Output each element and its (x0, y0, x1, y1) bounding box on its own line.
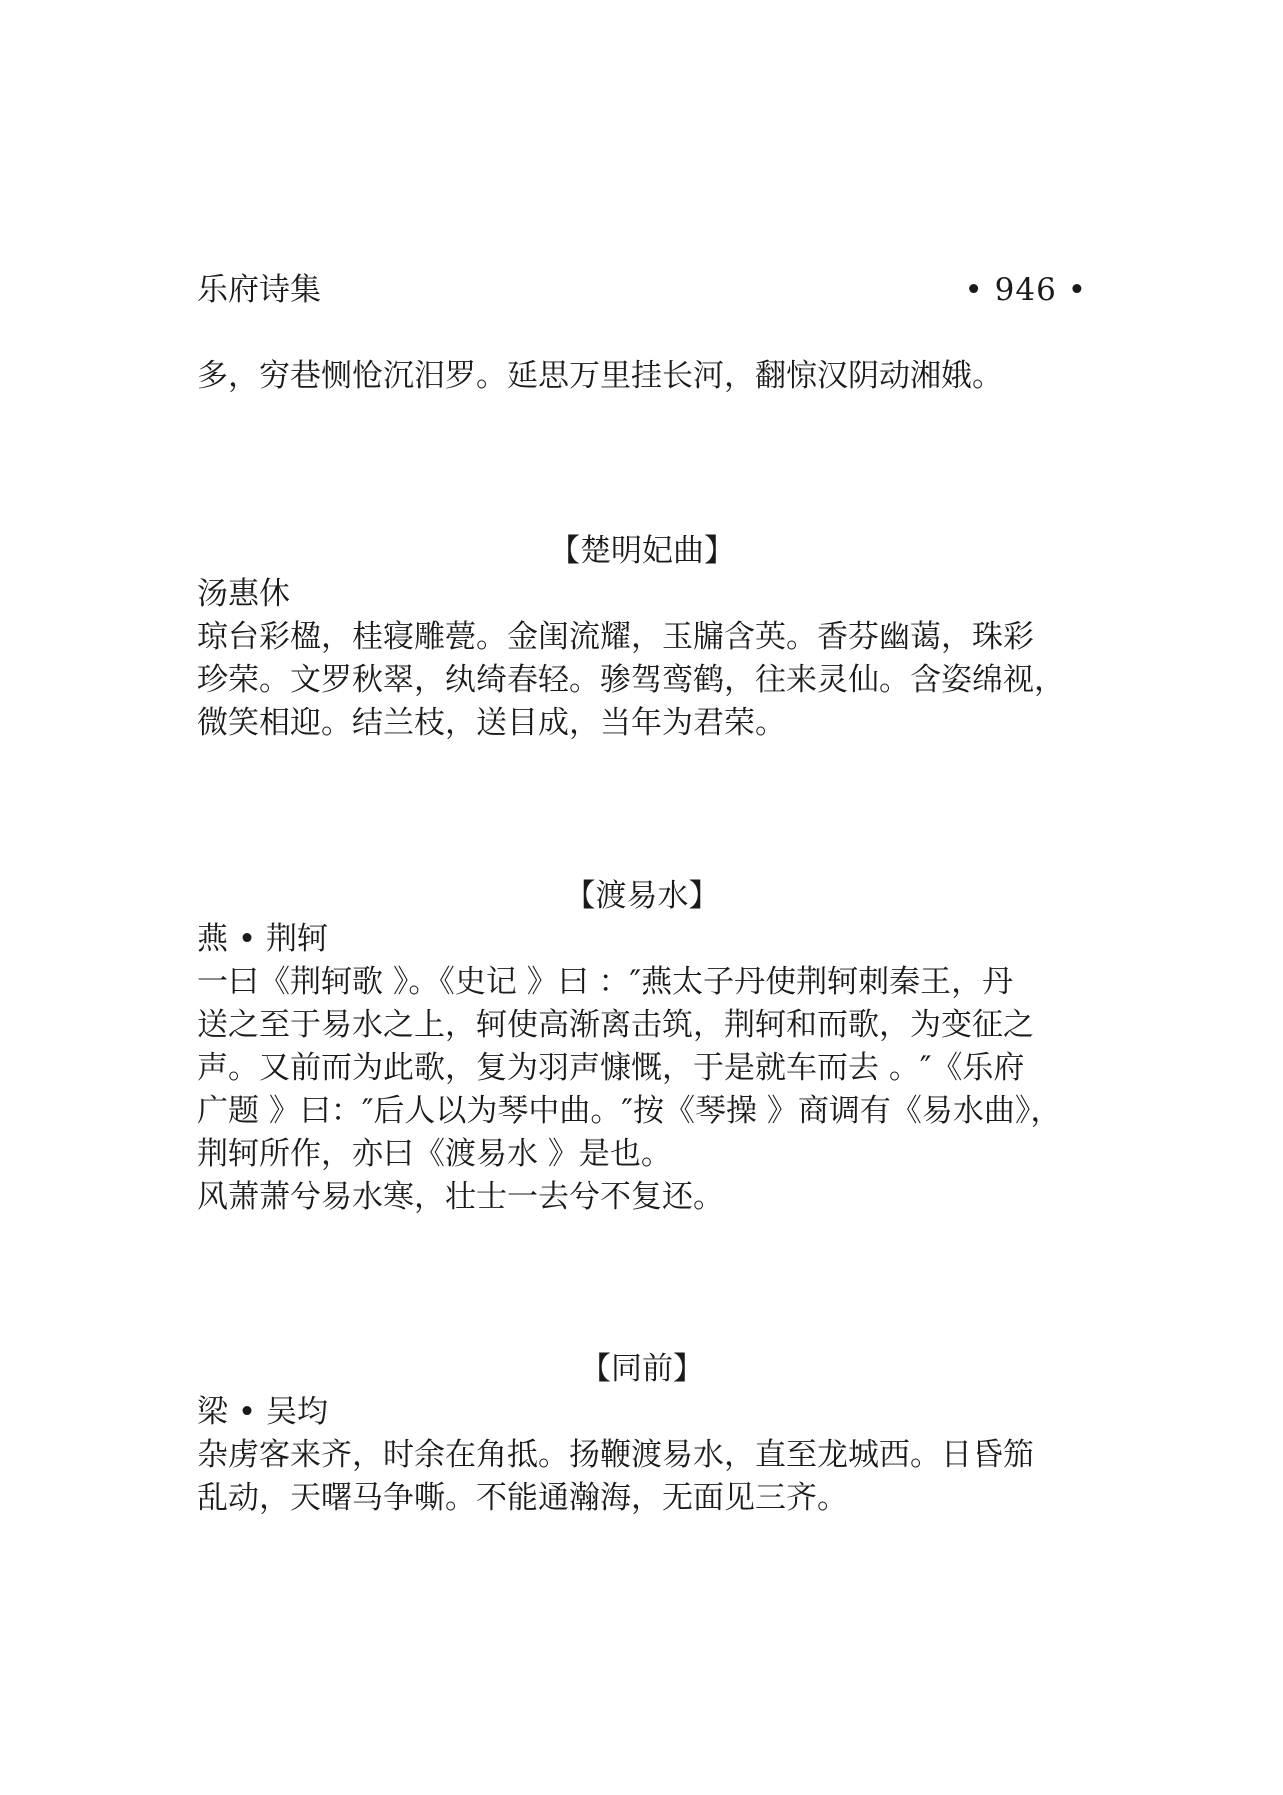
document-page (197, 0, 1087, 1795)
poem-section (197, 530, 1087, 745)
poem-line: 送之至于易水之上，轲使高渐离击筑，荆轲和而歌，为变征之 (197, 1007, 1034, 1043)
book-title: 乐府诗集 (197, 272, 321, 308)
poem-line: 微笑相迎。结兰枝，送目成，当年为君荣。 (197, 705, 786, 741)
poem-line: 琼台彩楹，桂寝雕甍。金闺流耀，玉牖含英。香芬幽蔼，珠彩 (197, 619, 1034, 655)
poem-title: 【同前】 (580, 1351, 704, 1387)
poem-author: 燕 • 荆轲 (197, 921, 328, 957)
running-header (197, 270, 1087, 310)
poem-title: 【楚明妃曲】 (549, 533, 735, 569)
poem-line: 声。又前而为此歌，复为羽声慷慨，于是就车而去 。″《乐府 (197, 1050, 1025, 1086)
poem-author: 汤惠休 (197, 576, 290, 612)
poem-line: 杂虏客来齐，时余在角抵。扬鞭渡易水，直至龙城西。日昏笳 (197, 1437, 1034, 1473)
poem-line: 乱动，天曙马争嘶。不能通瀚海，无面见三齐。 (197, 1480, 848, 1516)
poem-section (197, 875, 1087, 1219)
poem-line: 荆轲所作，亦曰《渡易水 》是也。 (197, 1136, 672, 1172)
poem-author: 梁 • 吴均 (197, 1394, 328, 1430)
page-number: • 946 • (964, 272, 1087, 308)
poem-line: 广题 》曰：″后人以为琴中曲。″按《琴操 》商调有《易水曲》， (197, 1093, 1062, 1129)
continuation-paragraph: 多，穷巷恻怆沉汨罗。延思万里挂长河，翻惊汉阴动湘娥。 (197, 358, 1003, 394)
poem-line: 风萧萧兮易水寒，壮士一去兮不复还。 (197, 1179, 724, 1215)
poem-section (197, 1348, 1087, 1520)
poem-line: 一曰《荆轲歌 》。《史记 》曰 ：″燕太子丹使荆轲刺秦王，丹 (197, 964, 1014, 1000)
poem-title: 【渡易水】 (564, 878, 720, 914)
poem-line: 珍荣。文罗秋翠，纨绮春轻。骖驾鸾鹤，往来灵仙。含姿绵视， (197, 662, 1065, 698)
